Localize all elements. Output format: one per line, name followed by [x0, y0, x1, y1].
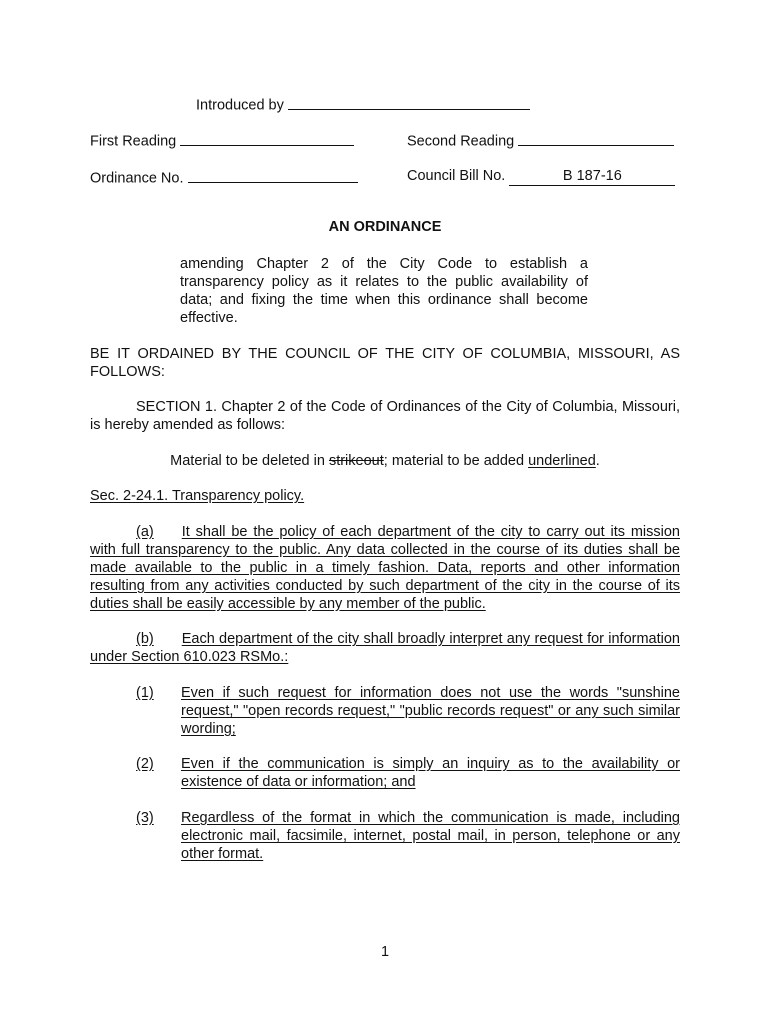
item-3-text: Regardless of the format in which the communication is made, including electronic mail, facsimile, internet, postal mail, in person, telephone or any other format.	[181, 810, 680, 862]
second-reading-blank	[518, 130, 674, 146]
council-bill-value: B 187-16	[509, 167, 675, 186]
ordinance-no-field	[90, 167, 358, 188]
ordinance-title: AN ORDINANCE	[328, 219, 442, 235]
item-2-number: (2)	[136, 756, 154, 772]
paragraph-a-text: It shall be the policy of each department of the city to carry out its mission with full transparency to the public. Any data collected in the course of its duties shall be made available to the public in a timely fashion. Data, reports and other information resulting from any activities conducted by such department of the city in the course of its duties shall be easily accessible by any member of the public.	[90, 524, 680, 612]
list-item	[0, 809, 770, 869]
legend-underline-word: underlined	[528, 453, 596, 469]
council-bill-field	[407, 167, 675, 186]
ordinance-summary: amending Chapter 2 of the City Code to establish a transparency policy as it relates to the public availability of data; and fixing the time when this ordinance shall become effective.	[180, 256, 588, 326]
item-1-text: Even if such request for information does not use the words "sunshine request," "open records request," "public records request" or any such similar wording;	[181, 685, 680, 737]
paragraph-b	[90, 630, 680, 666]
first-reading-field	[90, 130, 354, 151]
first-reading-blank	[180, 130, 354, 146]
list-item	[0, 755, 770, 795]
legend-before: Material to be deleted in	[170, 453, 329, 469]
section-heading: Sec. 2-24.1. Transparency policy.	[90, 488, 305, 504]
ordinance-no-label: Ordinance No.	[90, 170, 184, 187]
introduced-by-blank	[288, 94, 530, 110]
second-reading-label: Second Reading	[407, 133, 515, 150]
paragraph-b-label: (b)	[136, 631, 154, 647]
amendment-legend	[0, 452, 770, 470]
paragraph-a-label: (a)	[136, 524, 154, 540]
enacting-clause: BE IT ORDAINED BY THE COUNCIL OF THE CITY OF COLUMBIA, MISSOURI, AS FOLLOWS:	[90, 346, 680, 380]
page-number: 1	[380, 944, 390, 960]
legend-strike-word: strikeout	[328, 453, 384, 469]
ordinance-no-blank	[188, 167, 358, 183]
first-reading-label: First Reading	[90, 133, 177, 150]
item-3-number: (3)	[136, 810, 154, 826]
second-reading-field	[407, 130, 674, 151]
item-1-number: (1)	[136, 685, 154, 701]
council-bill-label: Council Bill No.	[407, 168, 506, 184]
list-item	[0, 684, 770, 744]
introduced-by-field	[196, 94, 530, 115]
section-1: SECTION 1. Chapter 2 of the Code of Ordinances of the City of Columbia, Missouri, is hereby amended as follows:	[90, 399, 680, 433]
legend-after: .	[595, 453, 600, 469]
paragraph-b-text: Each department of the city shall broadly interpret any request for information under Section 610.023 RSMo.:	[90, 631, 680, 665]
legend-middle: ; material to be added	[383, 453, 529, 469]
item-2-text: Even if the communication is simply an inquiry as to the availability or existence of data or information; and	[181, 756, 680, 790]
paragraph-a	[90, 523, 680, 613]
introduced-by-label: Introduced by	[196, 97, 284, 114]
